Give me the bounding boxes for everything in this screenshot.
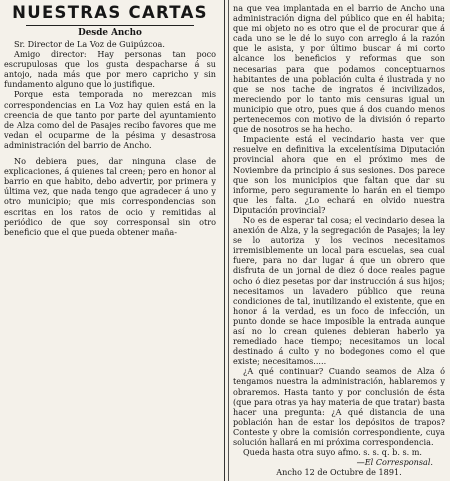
title-underline — [26, 25, 194, 26]
column-divider-inner — [228, 0, 229, 481]
paragraph: ¿A qué continuar? Cuando seamos de Alza ó tengamos nuestra la administración, hablaremos y obraremos. Hasta tanto y por conclusión de ésta (que para otras ya hay materia de que tratar) basta hacer una pregunta: ¿A qué distancia de una población han de estar los depósitos de trapos? Conteste y obre la comisión correspondiente, cuya solución hallará en mi próxima correspondencia. — [233, 366, 445, 448]
dateline: Ancho 12 de Octubre de 1891. — [276, 467, 402, 478]
paragraph: na que vea implantada en el barrio de Ancho una administración digna del público que en él habita; que mi objeto no es otro que el de procurar que á cada uno se le dé lo suyo con arreglo á la razón que le asista, y por último buscar á mi corto alcance los beneficios y reformas que son necesarias para que podamos conceptuarnos habitantes de una población culta é ilustrada y no que se nos tache de ingratos é incivilizados, mereciendo por lo tanto mis censuras igual un municipio que otro, pues que á dos cuando menos pertenecemos con motivo de la división ó reparto que de nosotros se ha hecho. — [233, 3, 445, 135]
article-subtitle: Desde Ancho — [78, 28, 142, 38]
signature: —El Corresponsal. — [356, 457, 433, 468]
salutation-line: Sr. Director de La Voz de Guipúzcoa. — [14, 39, 165, 49]
paragraph: No es de esperar tal cosa; el vecindario desea la anexión de Alza, y la segregación de Pasajes; la ley se lo autoriza y los vecinos necesitamos irremisiblemente un local para escuelas, sea cual fuere, para no dar lugar á que un obrero que disfruta de un jornal de diez ó doce reales pague ocho ó diez pesetas por dar instrucción á sus hijos; necesitamos un lavadero público que reuna condiciones de tal, inutilizando el existente, que en honor á la verdad, es un foco de infección, un punto donde se hace imposible la entrada aunque así no lo crean quienes debieran haberlo ya remediado hace tiempo; necesitamos un local destinado á culto y no bodegones como el que existe; necesitamos..... — [233, 214, 445, 367]
paragraph: No debiera pues, dar ninguna clase de explicaciones, á quienes tal creen; pero en honor al barrio en que habito, debo advertir, por primera y última vez, que nada tengo que agradecer á uno y otro municipio; que mis correspondencias son escritas en los ratos de ocio y remitidas al periódico de que soy corresponsal sin otro beneficio que el que pueda obtener maña- — [4, 156, 216, 237]
right-column — [233, 3, 445, 479]
left-column — [4, 3, 216, 477]
closing-line: Queda hasta otra suyo afmo. s. s. q. b. s. m. — [243, 447, 423, 458]
article-title: NUESTRAS CARTAS — [12, 3, 208, 22]
column-divider — [224, 0, 225, 481]
paragraph: Amigo director: Hay personas tan poco escrupulosas que los gusta despacharse á su antojo, nada más que por mero capricho y sin fundamento alguno que lo justifique. — [4, 49, 216, 90]
paragraph: Impaciente está el vecindario hasta ver que resuelve en definitiva la excelentísima Diputación provincial ahora que en el próximo mes de Noviembre da principio á sus sesiones. Dos parece que son los municipios que faltan que dar su informe, pero seguramente lo harán en el tiempo que les falta. ¿Lo echará en olvido nuestra Diputación provincial? — [233, 134, 445, 215]
paragraph: Porque esta temporada no merezcan mis correspondencias en La Voz hay quien está en la creencia de que tanto por parte del ayuntamiento de Alza como del de Pasajes recibo favores que me vedan el ocuparme de la pésima y desastrosa administración del barrio de Ancho. — [4, 89, 216, 150]
